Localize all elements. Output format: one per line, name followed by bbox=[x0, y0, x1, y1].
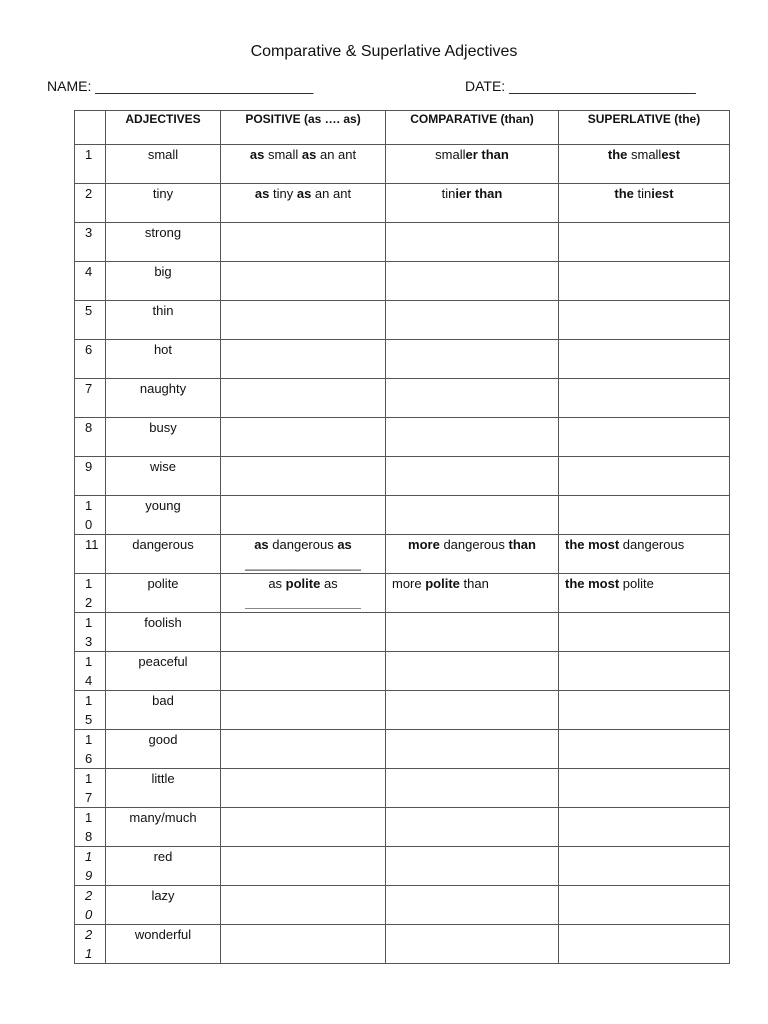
table-row bbox=[75, 886, 730, 925]
adjectives-table bbox=[74, 110, 730, 964]
row-superlative[interactable] bbox=[559, 574, 730, 613]
row-number bbox=[75, 340, 106, 379]
row-number-part: 2 bbox=[85, 927, 93, 942]
row-number-part: 2 bbox=[85, 595, 93, 610]
example-text: more bbox=[408, 537, 440, 552]
row-number-part: 1 bbox=[85, 810, 93, 825]
row-superlative[interactable] bbox=[559, 535, 730, 574]
row-superlative[interactable] bbox=[559, 262, 730, 301]
adjective-text: dangerous bbox=[132, 537, 194, 552]
example-text: tin bbox=[441, 186, 456, 201]
row-comparative[interactable] bbox=[386, 301, 559, 340]
row-number-part: 1 bbox=[85, 771, 93, 786]
row-number bbox=[75, 730, 106, 769]
row-comparative[interactable] bbox=[386, 379, 559, 418]
adjective-text: lazy bbox=[151, 888, 175, 903]
table-row bbox=[75, 496, 730, 535]
row-number-part: 1 bbox=[85, 147, 93, 162]
row-adjective bbox=[106, 379, 221, 418]
row-number bbox=[75, 496, 106, 535]
row-number-part: 7 bbox=[85, 790, 93, 805]
example-text: ________________ bbox=[245, 595, 361, 610]
adjective-text: peaceful bbox=[138, 654, 188, 669]
example-text: as bbox=[254, 186, 270, 201]
row-number-part: 2 bbox=[85, 888, 93, 903]
table-row bbox=[75, 769, 730, 808]
example-text: dangerous bbox=[619, 537, 685, 552]
example-text: an ant bbox=[311, 186, 352, 201]
row-adjective bbox=[106, 496, 221, 535]
row-adjective bbox=[106, 340, 221, 379]
example-text: than bbox=[508, 537, 536, 552]
name-field: NAME: ____________________________ bbox=[47, 78, 314, 94]
row-adjective bbox=[106, 301, 221, 340]
example-text: the most bbox=[565, 537, 620, 552]
row-comparative[interactable] bbox=[386, 847, 559, 886]
row-number-part: 4 bbox=[85, 673, 93, 688]
row-positive[interactable] bbox=[221, 301, 386, 340]
row-number-part: 0 bbox=[85, 907, 93, 922]
table-row bbox=[75, 457, 730, 496]
row-number bbox=[75, 925, 106, 964]
adjective-text: strong bbox=[144, 225, 182, 240]
example-text: the most bbox=[565, 576, 620, 591]
row-positive[interactable] bbox=[221, 184, 386, 223]
example-text: as bbox=[296, 186, 312, 201]
row-number bbox=[75, 457, 106, 496]
row-number-part: 8 bbox=[85, 829, 93, 844]
row-number-part: 1 bbox=[85, 849, 93, 864]
example-text: as bbox=[249, 147, 265, 162]
row-comparative[interactable] bbox=[386, 886, 559, 925]
row-number-part: 8 bbox=[85, 420, 93, 435]
adjective-text: foolish bbox=[144, 615, 182, 630]
row-number-part: 5 bbox=[85, 303, 93, 318]
row-superlative[interactable] bbox=[559, 379, 730, 418]
row-adjective bbox=[106, 574, 221, 613]
row-comparative[interactable] bbox=[386, 652, 559, 691]
row-number bbox=[75, 145, 106, 184]
row-adjective bbox=[106, 691, 221, 730]
row-number-part: 1 bbox=[85, 693, 93, 708]
row-number bbox=[75, 652, 106, 691]
row-comparative[interactable] bbox=[386, 535, 559, 574]
row-adjective bbox=[106, 457, 221, 496]
example-text: ________________ bbox=[245, 556, 361, 571]
row-number bbox=[75, 535, 106, 574]
row-positive[interactable] bbox=[221, 574, 386, 613]
table-row bbox=[75, 691, 730, 730]
row-adjective bbox=[106, 652, 221, 691]
row-number bbox=[75, 184, 106, 223]
row-adjective bbox=[106, 886, 221, 925]
row-positive[interactable] bbox=[221, 340, 386, 379]
row-number bbox=[75, 262, 106, 301]
row-adjective bbox=[106, 145, 221, 184]
row-adjective bbox=[106, 847, 221, 886]
row-number bbox=[75, 769, 106, 808]
row-comparative[interactable] bbox=[386, 418, 559, 457]
row-superlative[interactable] bbox=[559, 652, 730, 691]
header-positive: POSITIVE (as …. as) bbox=[221, 111, 386, 145]
adjective-text: young bbox=[145, 498, 181, 513]
example-text: iest bbox=[651, 186, 674, 201]
row-adjective bbox=[106, 262, 221, 301]
row-comparative[interactable] bbox=[386, 262, 559, 301]
adjective-text: many/much bbox=[129, 810, 197, 825]
row-comparative[interactable] bbox=[386, 808, 559, 847]
row-superlative[interactable] bbox=[559, 184, 730, 223]
row-positive[interactable] bbox=[221, 496, 386, 535]
table-row bbox=[75, 379, 730, 418]
example-text: er than bbox=[465, 147, 509, 162]
row-positive[interactable] bbox=[221, 379, 386, 418]
table-row bbox=[75, 184, 730, 223]
row-positive[interactable] bbox=[221, 613, 386, 652]
example-text: than bbox=[459, 576, 489, 591]
row-superlative[interactable] bbox=[559, 847, 730, 886]
row-positive[interactable] bbox=[221, 925, 386, 964]
example-text: tin bbox=[633, 186, 652, 201]
example-text: ier than bbox=[455, 186, 503, 201]
example-text: an ant bbox=[316, 147, 357, 162]
row-number-part: 9 bbox=[85, 459, 93, 474]
row-number bbox=[75, 847, 106, 886]
adjective-text: small bbox=[147, 147, 179, 162]
row-comparative[interactable] bbox=[386, 340, 559, 379]
row-number bbox=[75, 886, 106, 925]
row-superlative[interactable] bbox=[559, 223, 730, 262]
row-comparative[interactable] bbox=[386, 613, 559, 652]
row-positive[interactable] bbox=[221, 145, 386, 184]
row-positive[interactable] bbox=[221, 418, 386, 457]
table-row bbox=[75, 145, 730, 184]
row-superlative[interactable] bbox=[559, 808, 730, 847]
table-row bbox=[75, 535, 730, 574]
header-superlative: SUPERLATIVE (the) bbox=[559, 111, 730, 145]
adjective-text: wonderful bbox=[134, 927, 192, 942]
example-text: est bbox=[661, 147, 681, 162]
table-row bbox=[75, 613, 730, 652]
table-row bbox=[75, 730, 730, 769]
row-positive[interactable] bbox=[221, 223, 386, 262]
row-comparative[interactable] bbox=[386, 574, 559, 613]
row-comparative[interactable] bbox=[386, 925, 559, 964]
row-number-part: 1 bbox=[85, 732, 93, 747]
example-text: as bbox=[254, 537, 269, 552]
row-positive[interactable] bbox=[221, 886, 386, 925]
example-text: the bbox=[614, 186, 634, 201]
example-text: more bbox=[392, 576, 426, 591]
row-adjective bbox=[106, 808, 221, 847]
row-number-part: 1 bbox=[85, 498, 93, 513]
row-positive[interactable] bbox=[221, 847, 386, 886]
example-text: dangerous bbox=[268, 537, 338, 552]
row-comparative[interactable] bbox=[386, 184, 559, 223]
example-text: as bbox=[301, 147, 317, 162]
row-adjective bbox=[106, 730, 221, 769]
adjective-text: busy bbox=[149, 420, 177, 435]
row-number-part: 1 bbox=[85, 615, 93, 630]
row-number bbox=[75, 613, 106, 652]
row-superlative[interactable] bbox=[559, 145, 730, 184]
example-text: dangerous bbox=[439, 537, 509, 552]
row-number-part: 2 bbox=[85, 186, 93, 201]
row-positive[interactable] bbox=[221, 262, 386, 301]
row-number bbox=[75, 301, 106, 340]
adjective-text: naughty bbox=[139, 381, 187, 396]
table-row bbox=[75, 262, 730, 301]
row-number-part: 7 bbox=[85, 381, 93, 396]
row-positive[interactable] bbox=[221, 691, 386, 730]
row-number-part: 3 bbox=[85, 225, 93, 240]
row-superlative[interactable] bbox=[559, 457, 730, 496]
row-comparative[interactable] bbox=[386, 145, 559, 184]
table-row bbox=[75, 847, 730, 886]
adjective-text: wise bbox=[149, 459, 176, 474]
row-adjective bbox=[106, 925, 221, 964]
row-number-part: 1 bbox=[85, 946, 93, 961]
row-number-part: 11 bbox=[85, 537, 99, 552]
row-positive[interactable] bbox=[221, 535, 386, 574]
page-title: Comparative & Superlative Adjectives bbox=[250, 43, 518, 60]
row-positive[interactable] bbox=[221, 652, 386, 691]
row-adjective bbox=[106, 613, 221, 652]
header-num bbox=[75, 111, 106, 145]
table-row bbox=[75, 925, 730, 964]
table-row bbox=[75, 340, 730, 379]
row-number bbox=[75, 418, 106, 457]
example-text: as bbox=[337, 537, 352, 552]
example-text: tiny bbox=[269, 186, 297, 201]
example-text: small bbox=[435, 147, 466, 162]
adjective-text: thin bbox=[152, 303, 174, 318]
table-row bbox=[75, 301, 730, 340]
table-row bbox=[75, 652, 730, 691]
row-positive[interactable] bbox=[221, 769, 386, 808]
row-superlative[interactable] bbox=[559, 496, 730, 535]
row-number-part: 4 bbox=[85, 264, 93, 279]
header-comparative: COMPARATIVE (than) bbox=[386, 111, 559, 145]
row-comparative[interactable] bbox=[386, 691, 559, 730]
adjective-text: little bbox=[151, 771, 175, 786]
row-adjective bbox=[106, 769, 221, 808]
adjective-text: tiny bbox=[152, 186, 174, 201]
row-superlative[interactable] bbox=[559, 340, 730, 379]
row-number-part: 1 bbox=[85, 654, 93, 669]
row-number-part: 9 bbox=[85, 868, 93, 883]
row-adjective bbox=[106, 535, 221, 574]
row-number bbox=[75, 223, 106, 262]
row-superlative[interactable] bbox=[559, 925, 730, 964]
row-superlative[interactable] bbox=[559, 301, 730, 340]
table-row bbox=[75, 808, 730, 847]
adjective-text: good bbox=[148, 732, 178, 747]
row-superlative[interactable] bbox=[559, 691, 730, 730]
row-number-part: 6 bbox=[85, 342, 93, 357]
example-text: polite bbox=[285, 576, 321, 591]
example-text: small bbox=[264, 147, 302, 162]
row-number-part: 0 bbox=[85, 517, 93, 532]
row-number bbox=[75, 379, 106, 418]
adjective-text: red bbox=[153, 849, 173, 864]
table-row bbox=[75, 223, 730, 262]
example-text: the bbox=[607, 147, 628, 162]
row-number-part: 5 bbox=[85, 712, 93, 727]
row-comparative[interactable] bbox=[386, 730, 559, 769]
row-positive[interactable] bbox=[221, 808, 386, 847]
row-adjective bbox=[106, 184, 221, 223]
row-comparative[interactable] bbox=[386, 457, 559, 496]
row-number-part: 3 bbox=[85, 634, 93, 649]
row-comparative[interactable] bbox=[386, 769, 559, 808]
row-number bbox=[75, 691, 106, 730]
example-text: polite bbox=[425, 576, 460, 591]
adjective-text: polite bbox=[147, 576, 179, 591]
row-number-part: 1 bbox=[85, 576, 93, 591]
row-number-part: 6 bbox=[85, 751, 93, 766]
row-superlative[interactable] bbox=[559, 730, 730, 769]
row-positive[interactable] bbox=[221, 730, 386, 769]
row-adjective bbox=[106, 418, 221, 457]
adjective-text: bad bbox=[152, 693, 174, 708]
table-row bbox=[75, 574, 730, 613]
adjective-text: big bbox=[154, 264, 172, 279]
row-superlative[interactable] bbox=[559, 613, 730, 652]
row-superlative[interactable] bbox=[559, 418, 730, 457]
header-adjectives: ADJECTIVES bbox=[106, 111, 221, 145]
row-comparative[interactable] bbox=[386, 223, 559, 262]
row-superlative[interactable] bbox=[559, 769, 730, 808]
table-row bbox=[75, 418, 730, 457]
date-field: DATE: ________________________ bbox=[465, 78, 696, 94]
row-adjective bbox=[106, 223, 221, 262]
row-number bbox=[75, 574, 106, 613]
example-text: polite bbox=[619, 576, 654, 591]
row-number bbox=[75, 808, 106, 847]
example-text: as bbox=[268, 576, 286, 591]
row-positive[interactable] bbox=[221, 457, 386, 496]
header-row bbox=[75, 111, 730, 145]
example-text: small bbox=[627, 147, 662, 162]
example-text: as bbox=[320, 576, 338, 591]
row-superlative[interactable] bbox=[559, 886, 730, 925]
adjective-text: hot bbox=[153, 342, 173, 357]
row-comparative[interactable] bbox=[386, 496, 559, 535]
